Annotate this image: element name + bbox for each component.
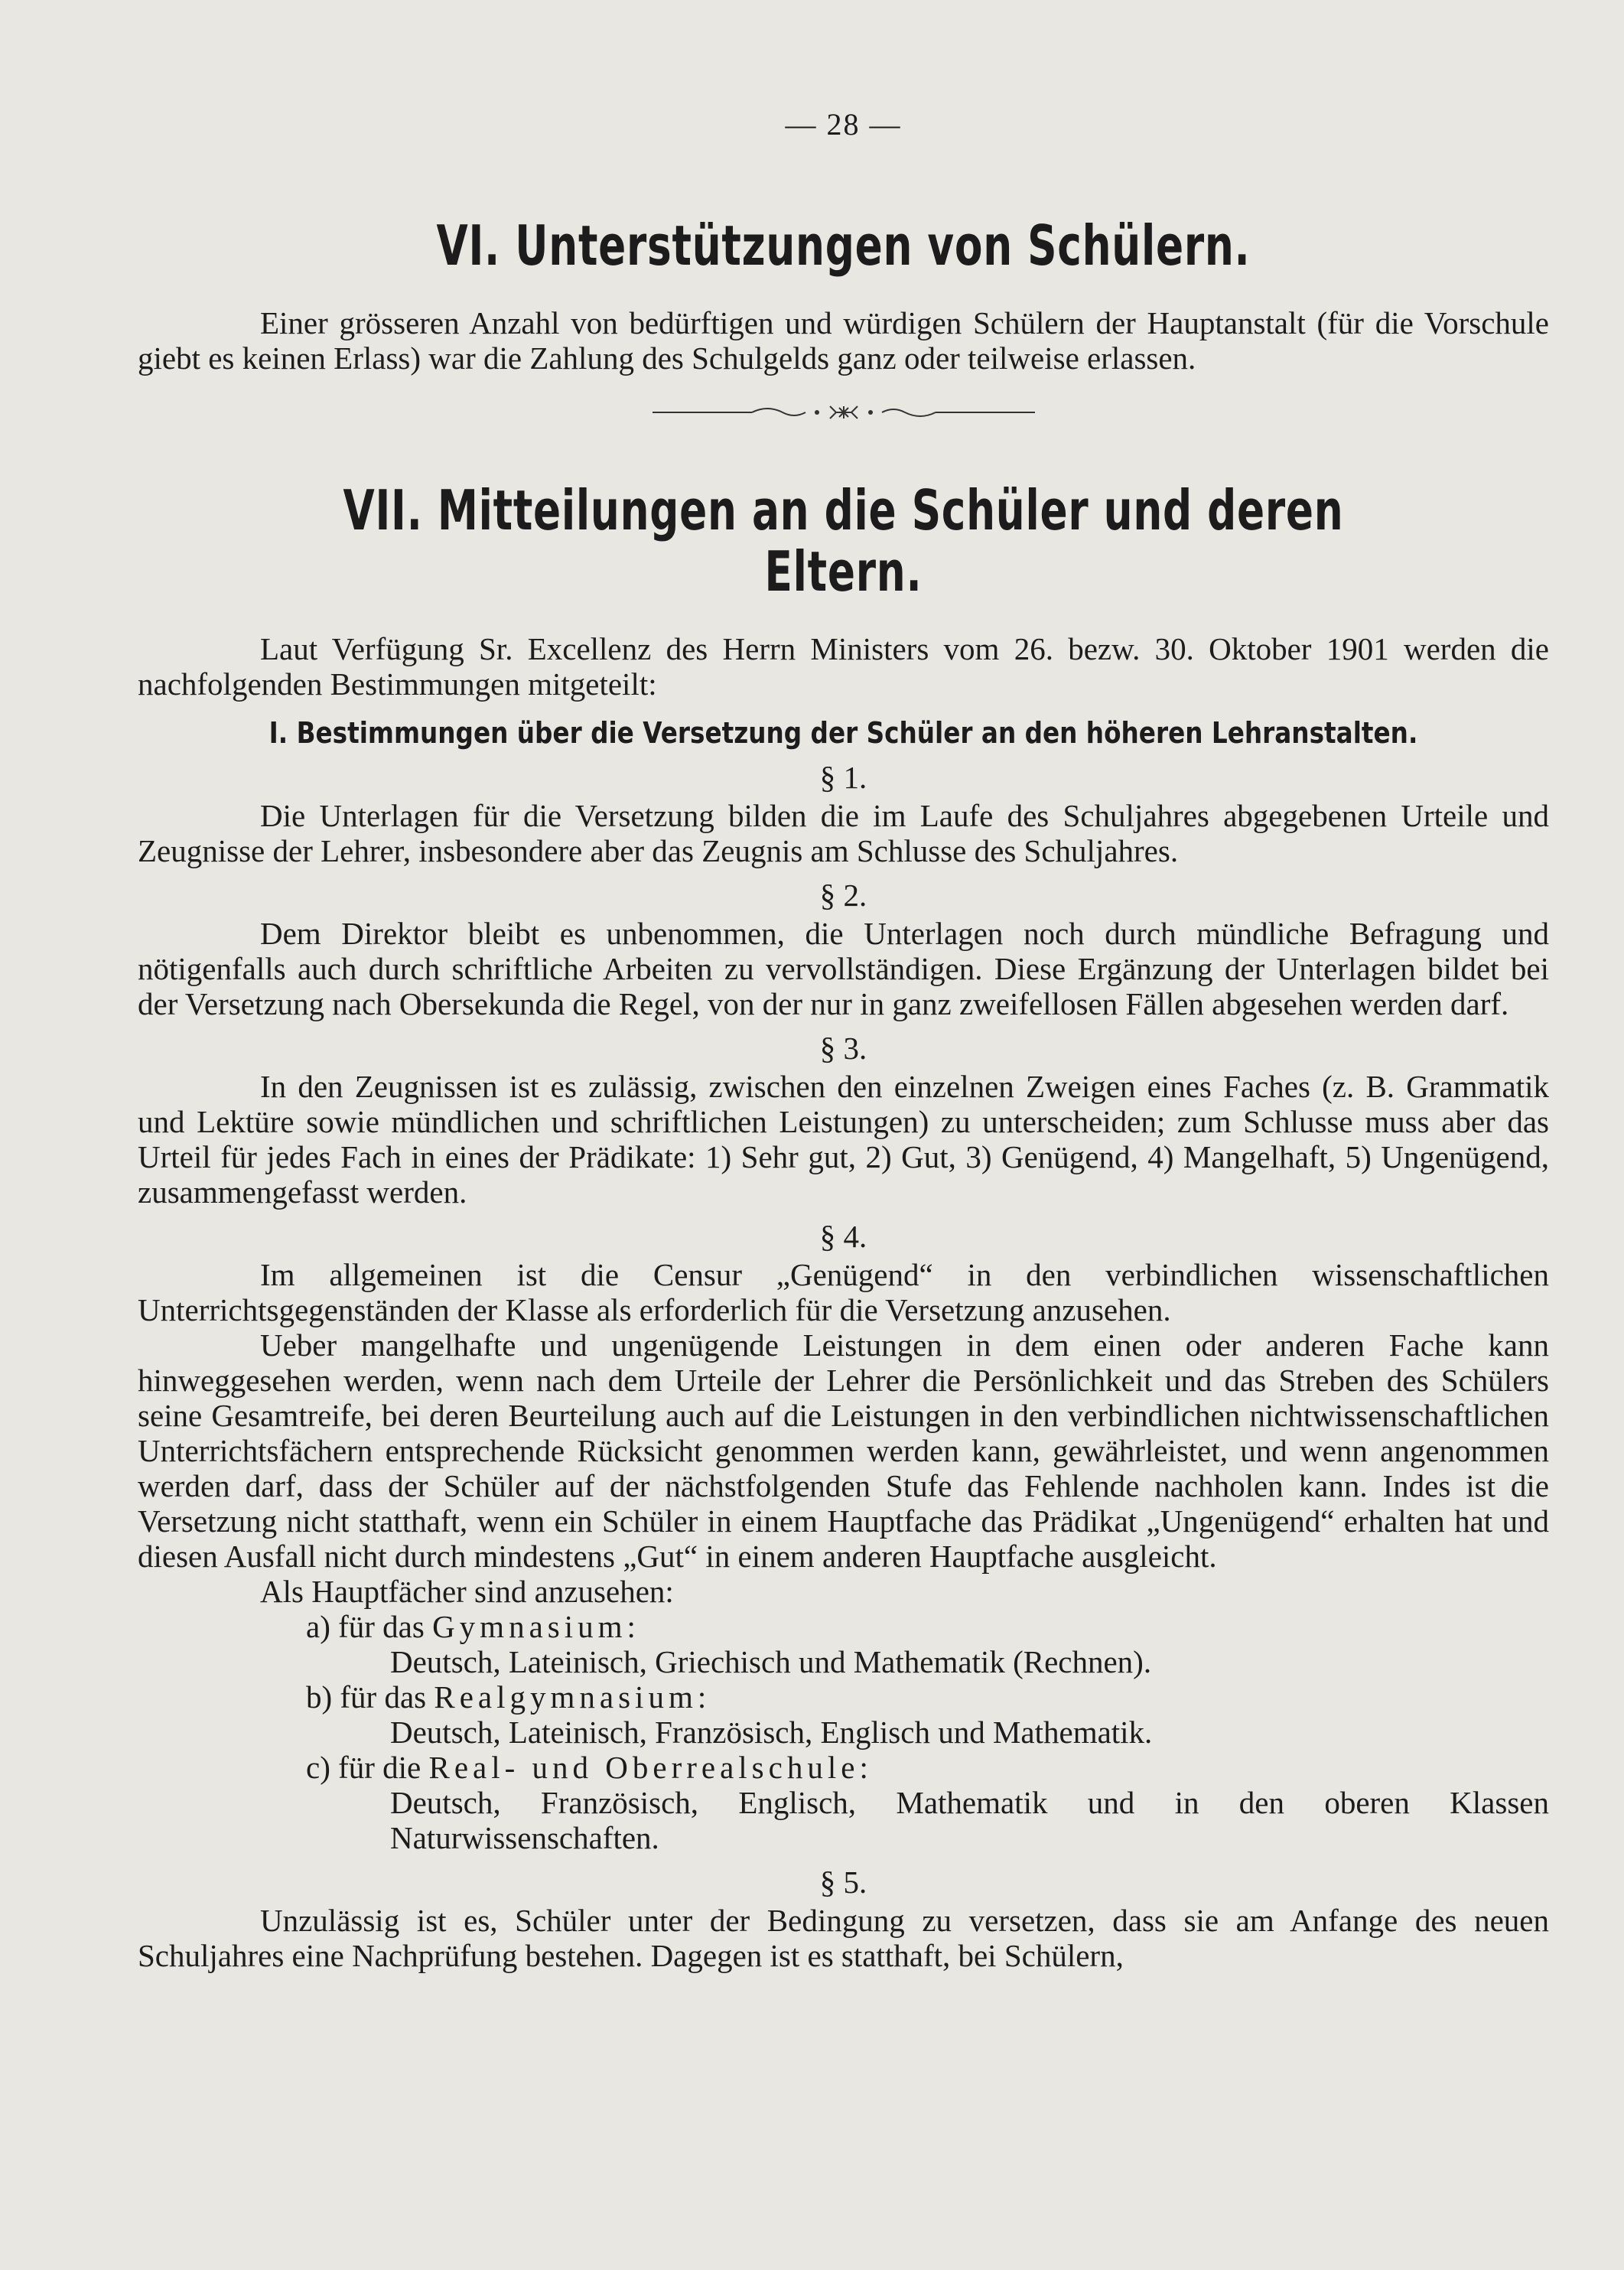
paragraph-1-text: Die Unterlagen für die Versetzung bilden die im Laufe des Schuljahres abgegebenen Urteile und Zeugnisse der Lehrer, insbesondere aber das Zeugnis am Schlusse des Schuljahres. — [138, 798, 1549, 868]
list-item-gymnasium: a) für das Gymnasium: — [306, 1609, 636, 1644]
paragraph-2-heading: § 2. — [819, 878, 867, 913]
list-item-oberrealschule: c) für die Real- und Oberrealschule: — [306, 1750, 868, 1785]
list-item-subjects: Deutsch, Lateinisch, Französisch, Englisch und Mathematik. — [390, 1715, 1153, 1750]
page-number: — 28 — — [785, 107, 902, 142]
list-item-subjects: Deutsch, Lateinisch, Griechisch und Mathematik (Rechnen). — [390, 1644, 1152, 1679]
document-page — [138, 107, 1549, 1973]
paragraph-2-text: Dem Direktor bleibt es unbenommen, die Unterlagen noch durch mündliche Befragung und nötigenfalls auch durch schriftliche Arbeiten zu vervollständigen. Diese Ergänzung der Unterlagen bildet bei der Versetzung nach Obersekunda die Regel, von der nur in ganz zweifellosen Fällen abgesehen werden darf. — [138, 916, 1549, 1021]
ornament-icon — [653, 403, 1035, 422]
paragraph-4-text-2: Ueber mangelhafte und ungenügende Leistungen in dem einen oder anderen Fache kann hinweggesehen werden, wenn nach dem Urteile der Lehrer die Persönlichkeit und das Streben des Schülers seine Gesamtreife, bei deren Beurteilung auch auf die Leistungen in den verbindlichen nichtwissenschaftlichen Unterrichtsfächern entsprechende Rücksicht genommen werden kann, gewährleistet, und wenn angenommen werden darf, dass der Schüler auf der nächstfolgenden Stufe das Fehlende nachholen kann. Indes ist die Versetzung nicht statthaft, wenn ein Schüler in einem Hauptfache das Prädikat „Ungenügend“ erhalten hat und diesen Ausfall nicht durch mindestens „Gut“ in einem anderen Hauptfache ausgleicht. — [138, 1327, 1549, 1574]
ornament-divider — [138, 397, 1549, 428]
list-item-realgymnasium: b) für das Realgymnasium: — [306, 1679, 707, 1715]
school-type-name: Realgymnasium — [434, 1679, 698, 1715]
paragraph-3-text: In den Zeugnissen ist es zulässig, zwischen den einzelnen Zweigen eines Faches (z. B. Grammatik und Lektüre sowie mündlichen und schriftlichen Leistungen) zu unterscheiden; zum Schlusse muss aber das Urteil für jedes Fach in eines der Prädikate: 1) Sehr gut, 2) Gut, 3) Genügend, 4) Mangelhaft, 5) Ungenügend, zusammengefasst werden. — [138, 1069, 1549, 1210]
paragraph-5-text: Unzulässig ist es, Schüler unter der Bedingung zu versetzen, dass sie am Anfange des neuen Schuljahres eine Nachprüfung bestehen. Dagegen ist es statthaft, bei Schülern, — [138, 1903, 1549, 1973]
school-type-name: Gymnasium — [432, 1609, 627, 1644]
section-vi-text: Einer grösseren Anzahl von bedürftigen und würdigen Schülern der Hauptanstalt (für die Vorschule giebt es keinen Erlass) war die Zahlung des Schulgelds ganz oder teilweise erlassen. — [138, 305, 1549, 376]
paragraph-1-heading: § 1. — [819, 760, 867, 795]
paragraph-3-heading: § 3. — [819, 1031, 867, 1066]
school-type-name: Real- und Oberrealschule — [428, 1750, 860, 1785]
paragraph-4-text-3: Als Hauptfächer sind anzusehen: — [260, 1574, 674, 1609]
paragraph-4-text-1: Im allgemeinen ist die Censur „Genügend“ in den verbindlichen wissenschaftlichen Unterrichtsgegenständen der Klasse als erforderlich für die Versetzung anzusehen. — [138, 1257, 1549, 1327]
section-vii-title: VII. Mitteilungen an die Schüler und deren Eltern. — [343, 478, 1344, 604]
section-vii-intro: Laut Verfügung Sr. Excellenz des Herrn Ministers vom 26. bezw. 30. Oktober 1901 werden die nachfolgenden Bestimmungen mitgeteilt: — [138, 631, 1549, 702]
paragraph-5-heading: § 5. — [819, 1865, 867, 1900]
section-vii-subtitle: I. Bestimmungen über die Versetzung der Schüler an den höheren Lehranstalten. — [268, 716, 1418, 750]
list-item-subjects: Deutsch, Französisch, Englisch, Mathematik und in den oberen Klassen Naturwissenschaften. — [390, 1785, 1549, 1855]
paragraph-4-heading: § 4. — [819, 1219, 867, 1254]
section-vi-title: VI. Unterstützungen von Schülern. — [436, 213, 1251, 278]
